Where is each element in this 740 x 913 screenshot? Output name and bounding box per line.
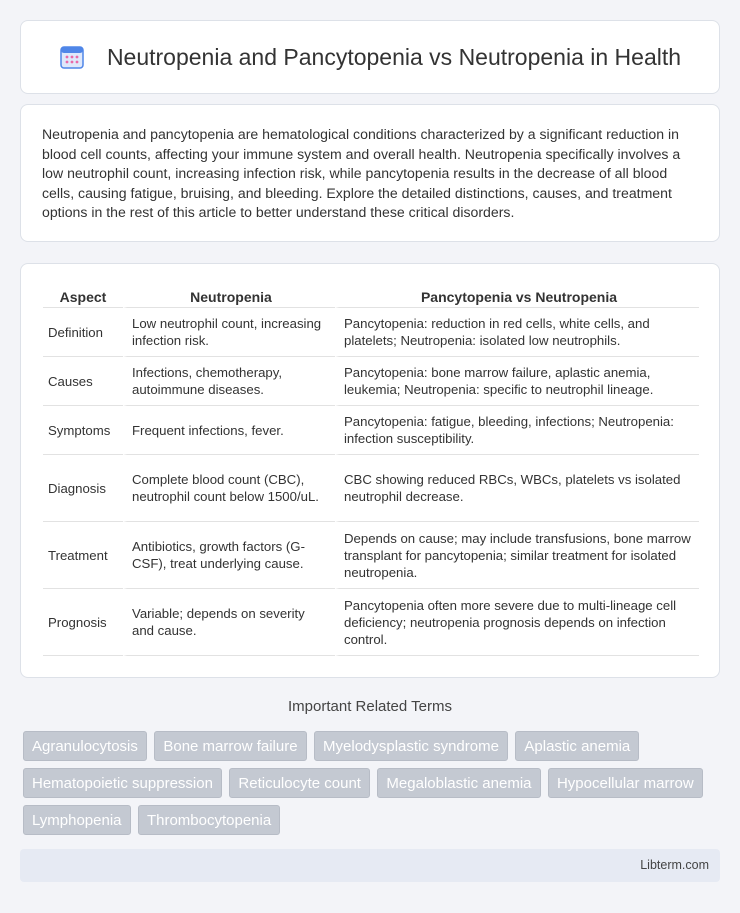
tag-hypocellular-marrow[interactable]: Hypocellular marrow — [548, 768, 703, 798]
tag-myelodysplastic-syndrome[interactable]: Myelodysplastic syndrome — [314, 731, 508, 761]
comparison-table-card — [20, 263, 720, 678]
calendar-icon — [59, 44, 85, 70]
header-pancytopenia-vs-neutropenia: Pancytopenia vs Neutropenia — [335, 282, 699, 308]
row-neutropenia: Variable; depends on severity and cause. — [123, 589, 335, 656]
comparison-table — [43, 282, 699, 656]
tag-reticulocyte-count[interactable]: Reticulocyte count — [229, 768, 370, 798]
tag-megaloblastic-anemia[interactable]: Megaloblastic anemia — [377, 768, 540, 798]
row-neutropenia: Infections, chemotherapy, autoimmune diseases. — [123, 357, 335, 406]
table-row — [43, 308, 699, 357]
page-title: Neutropenia and Pancytopenia vs Neutropenia in Health — [106, 43, 682, 70]
tag-aplastic-anemia[interactable]: Aplastic anemia — [515, 731, 639, 761]
table-row — [43, 522, 699, 589]
row-aspect: Causes — [43, 357, 123, 406]
header-neutropenia: Neutropenia — [123, 282, 335, 308]
row-comparison: Pancytopenia: fatigue, bleeding, infections; Neutropenia: infection susceptibility. — [335, 406, 699, 455]
row-aspect: Treatment — [43, 522, 123, 589]
row-aspect: Prognosis — [43, 589, 123, 656]
row-neutropenia: Frequent infections, fever. — [123, 406, 335, 455]
tag-thrombocytopenia[interactable]: Thrombocytopenia — [138, 805, 280, 835]
related-terms-title: Important Related Terms — [288, 698, 452, 715]
footer-site-link[interactable]: Libterm.com — [640, 858, 709, 872]
tag-agranulocytosis[interactable]: Agranulocytosis — [23, 731, 147, 761]
row-comparison: Depends on cause; may include transfusions, bone marrow transplant for pancytopenia; similar treatment for isolated neutropenia. — [335, 522, 699, 589]
row-comparison: CBC showing reduced RBCs, WBCs, platelets vs isolated neutrophil decrease. — [335, 455, 699, 522]
row-neutropenia: Complete blood count (CBC), neutrophil count below 1500/uL. — [123, 455, 335, 522]
tag-hematopoietic-suppression[interactable]: Hematopoietic suppression — [23, 768, 222, 798]
row-aspect: Diagnosis — [43, 455, 123, 522]
table-row — [43, 589, 699, 656]
intro-card — [20, 104, 720, 242]
footer — [20, 849, 720, 882]
table-row — [43, 455, 699, 522]
table-row — [43, 357, 699, 406]
row-aspect: Symptoms — [43, 406, 123, 455]
row-neutropenia: Antibiotics, growth factors (G-CSF), treat underlying cause. — [123, 522, 335, 589]
row-comparison: Pancytopenia often more severe due to multi-lineage cell deficiency; neutropenia prognosis depends on infection control. — [335, 589, 699, 656]
row-neutropenia: Low neutrophil count, increasing infection risk. — [123, 308, 335, 357]
intro-text: Neutropenia and pancytopenia are hematological conditions characterized by a significant reduction in blood cell counts, affecting your immune system and overall health. Neutropenia specifically involves a low neutrophil count, increasing infection risk, while pancytopenia results in the decrease of all blood cells, causing fatigue, bruising, and bleeding. Explore the detailed distinctions, causes, and treatment options in the rest of this article to better understand these critical disorders. — [42, 126, 681, 220]
related-terms-list — [23, 731, 713, 842]
row-comparison: Pancytopenia: reduction in red cells, white cells, and platelets; Neutropenia: isolated low neutrophils. — [335, 308, 699, 357]
row-comparison: Pancytopenia: bone marrow failure, aplastic anemia, leukemia; Neutropenia: specific to neutrophil lineage. — [335, 357, 699, 406]
table-row — [43, 406, 699, 455]
tag-bone-marrow-failure[interactable]: Bone marrow failure — [154, 731, 306, 761]
header-aspect: Aspect — [43, 282, 123, 308]
tag-lymphopenia[interactable]: Lymphopenia — [23, 805, 131, 835]
table-header-row — [43, 282, 699, 308]
header-card — [20, 20, 720, 94]
row-aspect: Definition — [43, 308, 123, 357]
